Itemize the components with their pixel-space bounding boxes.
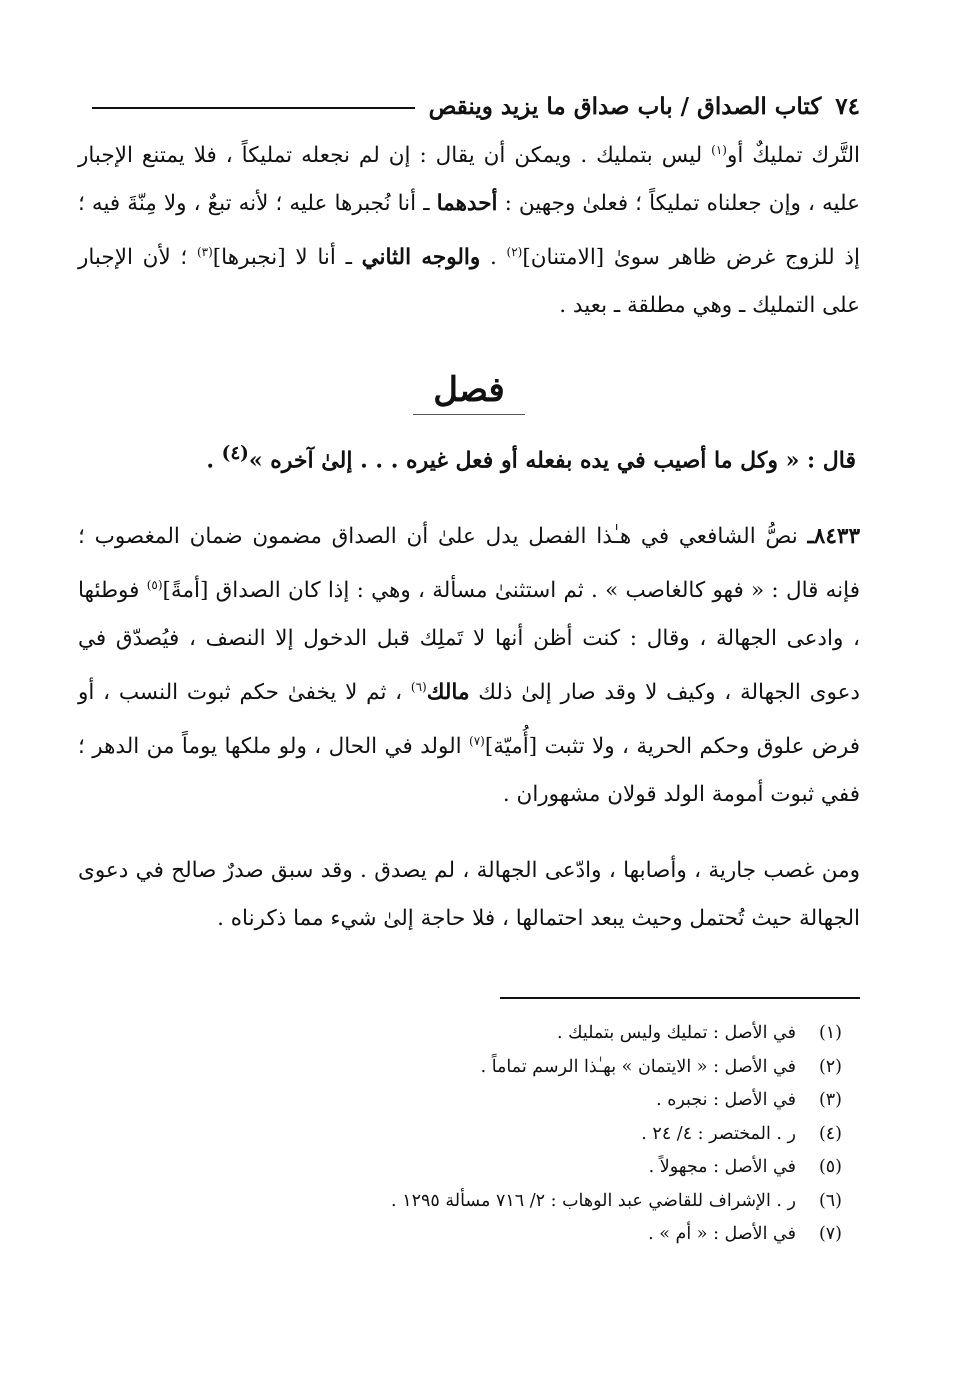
footnote-item xyxy=(78,1185,860,1219)
paragraph-2 xyxy=(78,513,860,819)
paragraph-1 xyxy=(78,126,860,330)
footnote-text: ر . الإشراف للقاضي عبد الوهاب : ٢/ ٧١٦ مسألة ١٢٩٥ . xyxy=(391,1190,796,1211)
footnote-text: في الأصل : « الايتمان » بهـٰذا الرسم تماماً . xyxy=(480,1056,796,1077)
running-header xyxy=(78,86,860,126)
section-heading: فصل xyxy=(413,366,525,415)
footnote-item xyxy=(78,1151,860,1185)
footnote-number: (٥) xyxy=(818,1157,842,1178)
quoted-statement xyxy=(78,430,860,484)
text-run: ليس بتمليك . ويمكن أن يقال : إن لم نجعله تمليكاً ، فلا يمتنع الإجبار عليه ، وإن جعلناه تمليكاً ؛ فعلىٰ وجهين : xyxy=(78,143,860,217)
chapter-title: كتاب الصداق / باب صداق ما يزيد وينقص xyxy=(428,92,822,120)
text-run: نصُّ الشافعي في هـٰذا الفصل يدل علىٰ أن الصداق مضمون ضمان المغصوب ؛ فإنه قال : « فهو كالغاصب » . ثم استثنىٰ مسألة ، وهي : إذا كان الصداق [أمةً] xyxy=(78,523,860,603)
footnote-item xyxy=(78,1218,860,1252)
footnote-item xyxy=(78,1118,860,1152)
text-run: الولد في الحال ، ولو ملكها يوماً من الدهر ؛ ففي ثبوت أمومة الولد قولان مشهوران . xyxy=(78,734,860,808)
paragraph-number: ٨٤٣٣ـ xyxy=(807,523,860,549)
text-run: ومن غصب جارية ، وأصابها ، وادّعى الجهالة ، لم يصدق . وقد سبق صدرٌ صالح في دعوى الجهالة حيث تُحتمل وحيث يبعد احتمالها ، فلا حاجة إلىٰ شيء مما ذكرناه . xyxy=(78,858,860,932)
footnote-ref: (٦) xyxy=(410,679,427,694)
footnote-item xyxy=(78,1017,860,1051)
bold-term: والوجه الثاني xyxy=(361,245,481,271)
text-run: فوطئها ، وادعى الجهالة ، وقال : كنت أظن أنها لا تَملِك قبل الدخول إلا النصف ، فيُصدّق في دعوى الجهالة ، وكيف لا وقد صار إلىٰ ذلك xyxy=(78,577,860,705)
footnote-ref: (٢) xyxy=(506,245,523,260)
footnote-text: في الأصل : نجبره . xyxy=(656,1090,796,1111)
footnote-text: في الأصل : « أم » . xyxy=(648,1224,796,1245)
text-run: ـ أنا لا [نجبرها] xyxy=(212,245,362,271)
footnote-number: (٣) xyxy=(818,1090,842,1111)
text-run: التَّرك تمليكٌ أو xyxy=(726,143,860,169)
footnote-number: (٤) xyxy=(818,1123,842,1144)
text-run: ـ أنا نُجبرها عليه ؛ لأنه تبعٌ ، ولا مِنّةَ فيه ؛ إذ للزوج غرض ظاهر سوىٰ [الامتنان] xyxy=(78,191,860,271)
footnote-ref: (٧) xyxy=(469,733,485,748)
footnote-text: في الأصل : مجهولاً . xyxy=(648,1157,796,1178)
footnote-text: ر . المختصر : ٤/ ٢٤ . xyxy=(641,1123,796,1144)
footnote-ref: (١) xyxy=(711,143,727,157)
footnotes xyxy=(78,1017,860,1252)
text-run: . xyxy=(480,245,507,271)
quote-text: قال : « وكل ما أصيب في يده بفعله أو فعل غيره . . . إلىٰ آخره » xyxy=(248,447,856,474)
footnote-text: في الأصل : تمليك وليس بتمليك . xyxy=(556,1023,796,1044)
footnote-ref: (٤) xyxy=(221,443,249,465)
footnote-number: (٧) xyxy=(818,1224,842,1245)
footnote-separator xyxy=(500,997,860,999)
text-run: ، ثم لا يخفىٰ حكم ثبوت النسب ، أو فرض علوق وحكم الحرية ، ولا تثبت [أُميّة] xyxy=(78,679,861,760)
footnote-item xyxy=(78,1051,860,1085)
header-rule xyxy=(92,107,415,109)
footnote-item xyxy=(78,1084,860,1118)
footnote-ref: (٥) xyxy=(146,577,163,592)
footnote-number: (٢) xyxy=(818,1056,842,1077)
book-page xyxy=(78,86,860,1252)
footnote-number: (٦) xyxy=(818,1190,842,1211)
bold-term: أحدهما xyxy=(436,191,498,217)
paragraph-3 xyxy=(78,847,860,943)
section-ornament xyxy=(78,366,860,426)
text-run: . xyxy=(206,447,222,474)
footnote-number: (١) xyxy=(818,1023,842,1044)
footnote-ref: (٣) xyxy=(196,245,213,260)
page-number: ٧٤ xyxy=(835,92,860,120)
text-run: ؛ لأن الإجبار على التمليك ـ وهي مطلقة ـ بعيد . xyxy=(78,245,860,319)
bold-term: مالك xyxy=(426,679,470,705)
